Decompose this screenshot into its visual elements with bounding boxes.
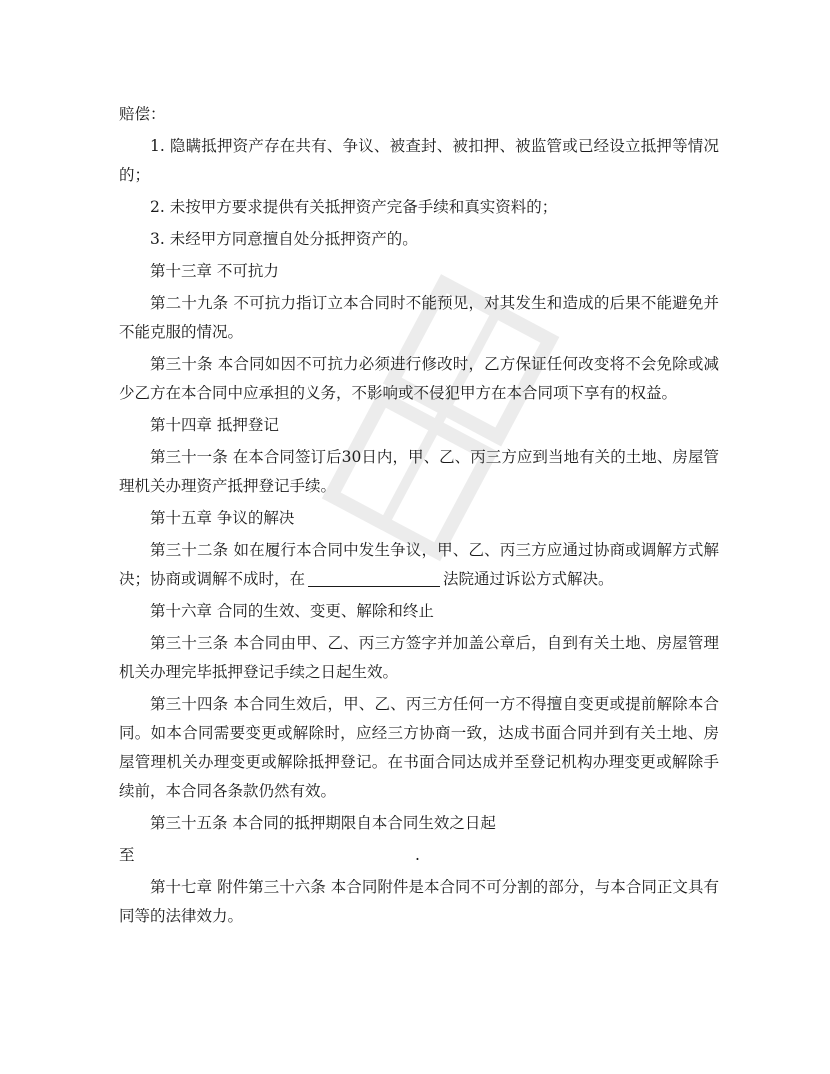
chapter-14-heading: 第十四章 抵押登记 [150, 416, 279, 434]
until-end-mark: . [415, 846, 420, 864]
article-34: 第三十四条 本合同生效后，甲、乙、丙三方任何一方不得擅自变更或提前解除本合同。如本合同需要变更或解除时，应经三方协商一致，达成书面合同并到有关土地、房屋管理机关办理变更或解除抵押登记。在书面合同达成并至登记机构办理变更或解除手续前，本合同各条款仍然有效。 [119, 695, 719, 800]
chapter-15-heading: 第十五章 争议的解决 [150, 509, 295, 527]
contract-text [119, 100, 719, 934]
chapter-13-heading: 第十三章 不可抗力 [150, 262, 279, 280]
article-35: 第三十五条 本合同的抵押期限自本合同生效之日起 [150, 814, 496, 832]
article-35-until-line [119, 841, 719, 870]
item-3: 3. 未经甲方同意擅自处分抵押资产的。 [150, 230, 418, 248]
until-label: 至 [119, 846, 135, 864]
article-32-text-end: 法院通过诉讼方式解决。 [443, 570, 614, 588]
paragraph-compensation: 赔偿： [119, 105, 166, 123]
item-1: 1. 隐瞒抵押资产存在共有、争议、被查封、被扣押、被监管或已经设立抵押等情况的； [119, 137, 719, 184]
court-name-blank[interactable] [308, 568, 440, 587]
article-31: 第三十一条 在本合同签订后30日内，甲、乙、丙三方应到当地有关的土地、房屋管理机关办理资产抵押登记手续。 [119, 448, 719, 495]
article-30: 第三十条 本合同如因不可抗力必须进行修改时，乙方保证任何改变将不会免除或减少乙方在本合同中应承担的义务，不影响或不侵犯甲方在本合同项下享有的权益。 [119, 355, 719, 402]
article-29: 第二十九条 不可抗力指订立本合同时不能预见，对其发生和造成的后果不能避免并不能克服的情况。 [119, 294, 719, 341]
chapter-16-heading: 第十六章 合同的生效、变更、解除和终止 [150, 602, 434, 620]
article-32-text: 第三十二条 如在履行本合同中发生争议，甲、乙、丙三方应通过协商或调解方式解决；协商或调解不成时，在 [119, 541, 719, 588]
article-36: 第十七章 附件第三十六条 本合同附件是本合同不可分割的部分，与本合同正文具有同等的法律效力。 [119, 878, 719, 925]
item-2: 2. 未按甲方要求提供有关抵押资产完备手续和真实资料的； [150, 198, 558, 216]
article-33: 第三十三条 本合同由甲、乙、丙三方签字并加盖公章后，自到有关土地、房屋管理机关办理完毕抵押登记手续之日起生效。 [119, 634, 719, 681]
article-32 [119, 536, 719, 594]
